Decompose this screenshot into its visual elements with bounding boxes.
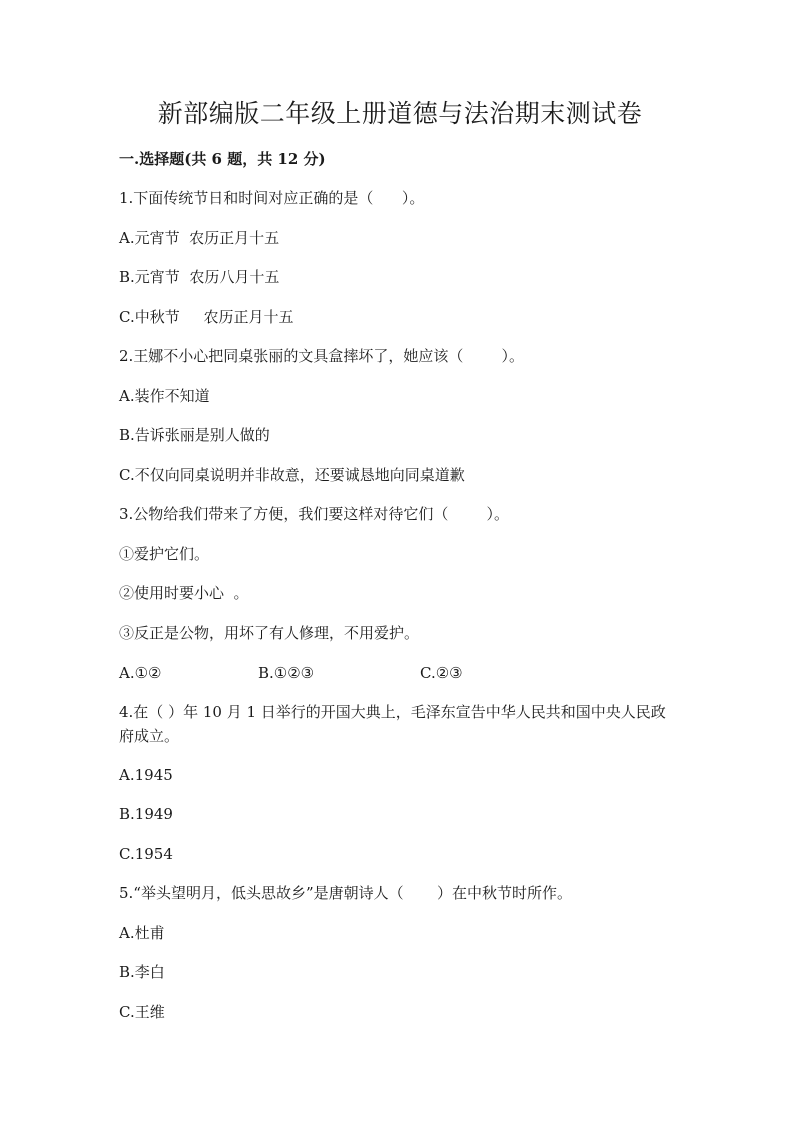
question-1-stem: 1.下面传统节日和时间对应正确的是（ ）。 (119, 189, 425, 207)
question-3-option-c: C.②③ (420, 664, 463, 682)
question-5-stem: 5.“举头望明月，低头思故乡”是唐朝诗人（ ）在中秋节时所作。 (119, 884, 573, 902)
question-2-option-b: B.告诉张丽是别人做的 (119, 426, 270, 444)
question-3-item-2: ②使用时要小心 。 (119, 584, 249, 602)
question-2-option-a: A.装作不知道 (119, 387, 210, 405)
question-5-option-b: B.李白 (119, 963, 165, 981)
question-3-item-1: ①爱护它们。 (119, 545, 210, 563)
question-2-stem: 2.王娜不小心把同桌张丽的文具盒摔坏了，她应该（ ）。 (119, 347, 524, 365)
section-heading: 一.选择题(共 6 题，共 12 分) (119, 150, 326, 168)
question-5-option-a: A.杜甫 (119, 924, 165, 942)
question-3-option-a: A.①② (119, 664, 162, 682)
question-1-option-c: C.中秋节 农历正月十五 (119, 308, 294, 326)
question-3-stem: 3.公物给我们带来了方便，我们要这样对待它们（ ）。 (119, 505, 509, 523)
question-5-option-c: C.王维 (119, 1003, 165, 1021)
question-3-item-3: ③反正是公物，用坏了有人修理，不用爱护。 (119, 624, 420, 642)
question-4-option-a: A.1945 (119, 766, 173, 784)
question-2-option-c: C.不仅向同桌说明并非故意，还要诚恳地向同桌道歉 (119, 466, 465, 484)
question-4-option-c: C.1954 (119, 845, 173, 863)
question-4-option-b: B.1949 (119, 805, 173, 823)
question-1-option-b: B.元宵节 农历八月十五 (119, 268, 280, 286)
question-3-options (119, 661, 679, 685)
question-3-option-b: B.①②③ (258, 664, 315, 682)
question-4-stem: 4.在（ ）年 10 月 1 日举行的开国大典上，毛泽东宣告中华人民共和国中央人民政府成立。 (119, 703, 666, 745)
question-1-option-a: A.元宵节 农历正月十五 (119, 229, 280, 247)
document-title: 新部编版二年级上册道德与法治期末测试卷 (157, 99, 643, 128)
